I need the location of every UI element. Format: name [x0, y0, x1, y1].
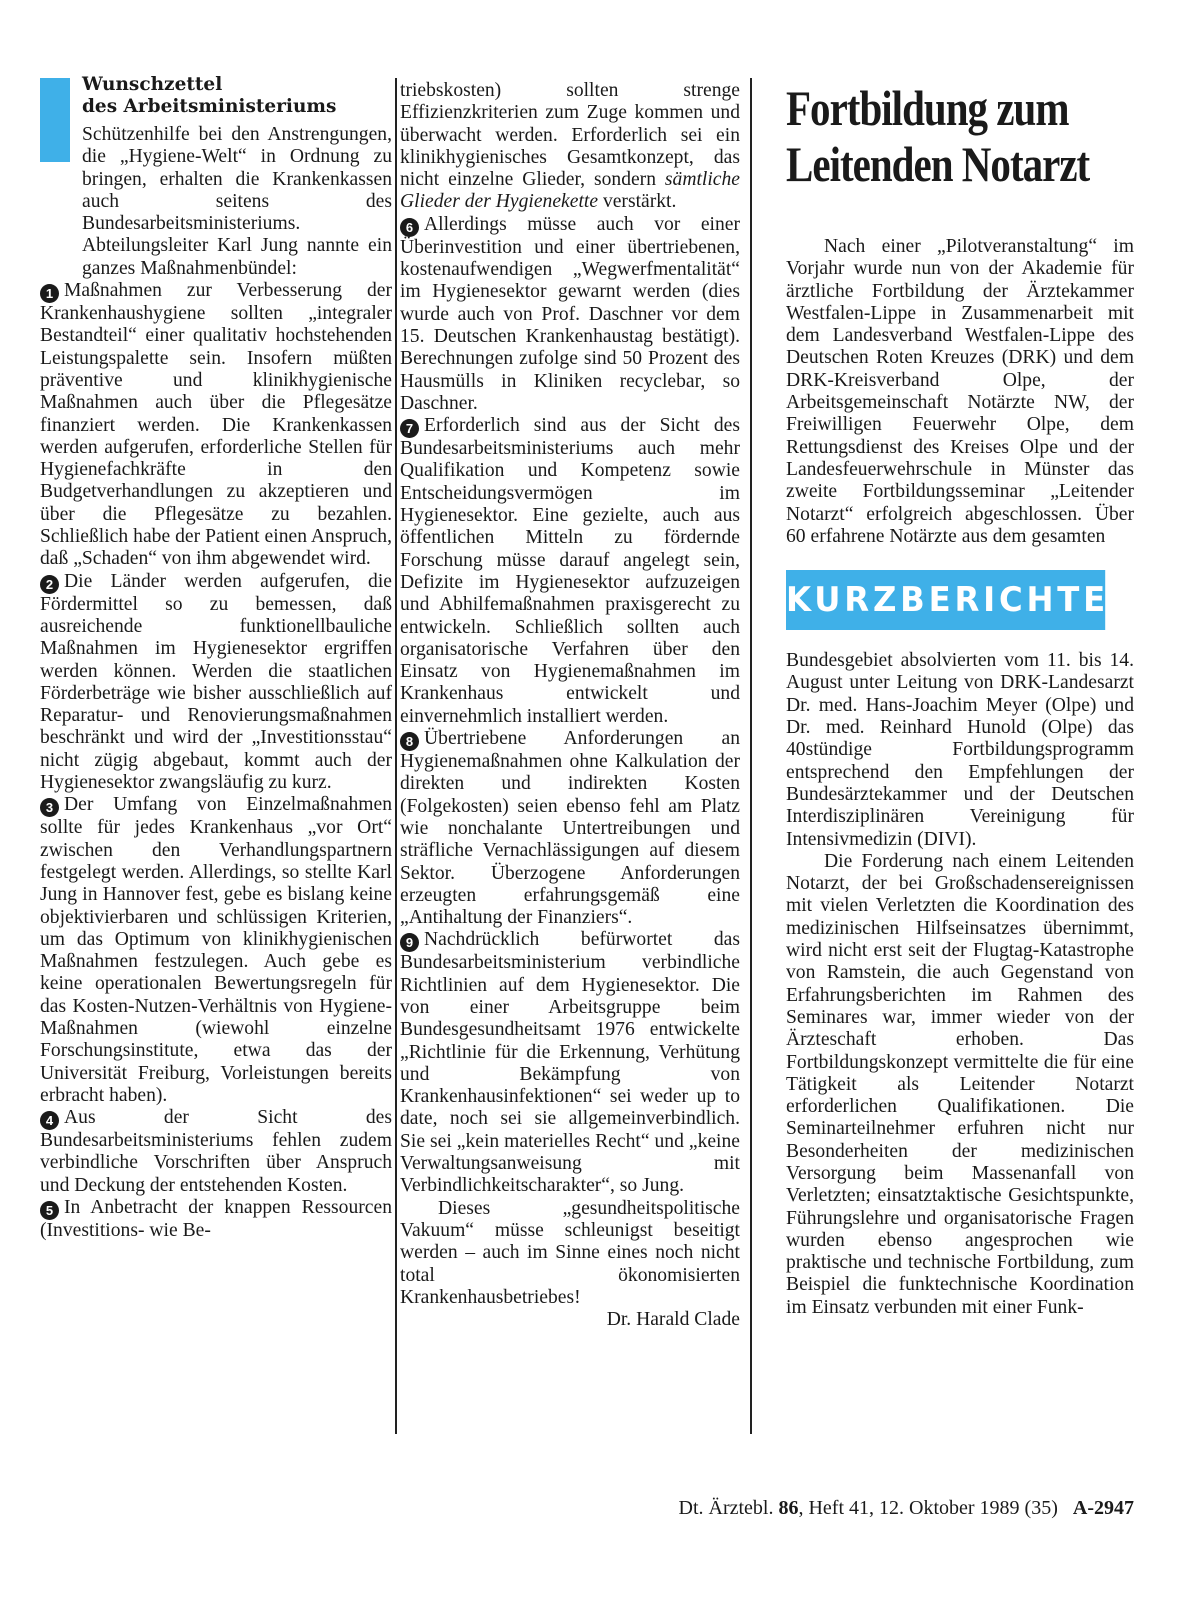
continued-text: triebskosten) sollten strenge Effizienzkriterien zum Zuge kommen und überwacht werden. Erforderlich sei ein klinikhygienisches Gesamtkonzept, das nicht einzelne Glieder, sondern — [400, 80, 740, 191]
item-paragraph — [40, 794, 392, 1107]
page-footer — [679, 1497, 1135, 1520]
column-right — [786, 80, 1134, 1319]
number-badge: 3 — [40, 798, 59, 817]
article-paragraph: Die Forderung nach einem Leitenden Notarzt, der bei Großschadensereignissen mit vielen Verletzten die Koordination des medizinischen Hilfseinsatzes übernimmt, wird nicht erst seit der Flugtag-Katastrophe von Ramstein, die auch Gegenstand von Erfahrungsberichten im Rahmen des Seminares war, immer wieder von der Ärzteschaft erhoben. Das Fortbildungskonzept vermittelte die für eine Tätigkeit als Leitender Notarzt erforderlichen Qualifikationen. Die Seminarteilnehmer erfuhren nicht nur Besonderheiten der medizinischen Versorgung beim Massenanfall von Verletzten; einsatztaktische Gesichtspunkte, Führungslehre und organisatorische Fragen wurden ebenso angesprochen wie praktische und technische Fortbildung, zum Beispiel die funktechnische Koordination im Einsatz verbunden mit einer Funk- — [786, 850, 1134, 1318]
item-paragraph — [40, 1197, 392, 1242]
accent-bar — [40, 78, 70, 162]
title-line-2: Leitenden Notarzt — [786, 136, 1090, 192]
item-text: In Anbetracht der knappen Ressourcen (Investitions- wie Be- — [40, 1197, 392, 1242]
closing-paragraph: Dieses „gesundheitspolitische Vakuum“ müsse schleunigst beseitigt werden – auch im Sinne eines noch nicht total ökonomisierten Krankenhausbetriebes! — [400, 1197, 740, 1308]
page-number: A-2947 — [1072, 1497, 1134, 1519]
number-badge: 5 — [40, 1201, 59, 1220]
item-paragraph — [40, 571, 392, 795]
number-badge: 2 — [40, 575, 59, 594]
number-badge: 8 — [400, 732, 419, 751]
author-name: Dr. Harald Clade — [606, 1309, 740, 1331]
journal-volume: 86 — [778, 1497, 799, 1519]
heading-line-1: Wunschzettel — [82, 74, 223, 95]
item-text: Allerdings müsse auch vor einer Überinvestition und einer übertriebenen, kostenaufwendigen „Wegwerfmentalität“ im Hygienesektor gewarnt werden (dies wurde auch von Prof. Daschner vor dem 15. Deutschen Krankenhaustag bestätigt). Berechnungen zufolge sind 50 Prozent des Hausmülls in Kliniken recyclebar, so Daschner. — [400, 213, 740, 414]
item-text: Erforderlich sind aus der Sicht des Bundesarbeitsministeriums auch mehr Qualifikation und Kompetenz sowie Entscheidungsvermögen im Hygienesektor. Eine gezielte, auch aus öffentlichen Mitteln zu fördernde Forschung müsse darauf angelegt sein, Defizite im Hygienesektor aufzuzeigen und Abhilfemaßnahmen praxisgerecht zu entwickeln. Schließlich sollten auch organisatorische Verfahren über den Einsatz von Hygienemaßnahmen im Krankenhaus entwickelt und einvernehmlich installiert werden. — [400, 415, 740, 727]
item-paragraph — [40, 1107, 392, 1197]
item-paragraph — [400, 728, 740, 929]
item-paragraph — [400, 415, 740, 728]
article-paragraph: Nach einer „Pilotveranstaltung“ im Vorjahr wurde nun von der Akademie für ärztliche Fortbildung der Ärztekammer Westfalen-Lippe in Zusammenarbeit mit dem Landesverband Westfalen-Lippe des Deutschen Roten Kreuzes (DRK) und dem DRK-Kreisverband Olpe, der Arbeitsgemeinschaft Notärzte NW, der Freiwilligen Feuerwehr Olpe, dem Rettungsdienst des Kreises Olpe und der Landesfeuerwehrschule in Münster das zweite Fortbildungsseminar „Leitender Notarzt“ erfolgreich abgeschlossen. Über 60 erfahrene Notärzte aus dem gesamten — [786, 236, 1134, 547]
continued-end: verstärkt. — [602, 191, 677, 213]
number-badge: 1 — [40, 284, 59, 303]
column-middle — [400, 80, 740, 1331]
number-badge: 9 — [400, 933, 419, 952]
article-paragraph: Bundesgebiet absolvierten vom 11. bis 14. August unter Leitung von DRK-Landesarzt Dr. med. Hans-Joachim Meyer (Olpe) und Dr. med. Reinhard Hunold (Olpe) das 40stündige Fortbildungsprogramm entsprechend den Empfehlungen der Bundesärztekammer und der Deutschen Interdisziplinären Vereinigung für Intensivmedizin (DIVI). — [786, 650, 1134, 850]
issue-date: , Heft 41, 12. Oktober 1989 (35) — [798, 1497, 1058, 1519]
journal-name: Dt. Ärztebl. — [678, 1497, 774, 1519]
column-divider — [750, 78, 752, 1434]
item-paragraph — [400, 929, 740, 1197]
item-paragraph — [400, 214, 740, 415]
column-left — [40, 74, 392, 1242]
item-text: Aus der Sicht des Bundesarbeitsministeriums fehlen zudem verbindliche Vorschriften über Anspruch und Deckung der entstehenden Kosten. — [40, 1107, 392, 1196]
item-text: Übertriebene Anforderungen an Hygienemaßnahmen ohne Kalkulation der direkten und indirekten Kosten (Folgekosten) seien ebenso fehl am Platz wie nonchalante Untertreibungen und sträfliche Vernachlässigungen auf diesem Sektor. Überzogene Anforderungen erzeugten erfahrungsgemäß eine „Antihaltung der Finanziers“. — [400, 728, 740, 929]
continued-paragraph — [400, 80, 740, 214]
number-badge: 7 — [400, 419, 419, 438]
item-paragraph — [40, 280, 392, 571]
item-text: Maßnahmen zur Verbesserung der Krankenhaushygiene sollten „integraler Bestandteil“ einer qualitativ hochstehenden Leistungspalette sein. Insofern müßten präventive und klinikhygienische Maßnahmen auch über die Pflegesätze finanziert werden. Die Krankenkassen werden aufgerufen, erforderliche Stellen für Hygienefachkräfte in den Budgetverhandlungen zu akzeptieren und über die Pflegesätze zu bezahlen. Schließlich habe der Patient einen Anspruch, daß „Schaden“ von ihm abgewendet wird. — [40, 280, 392, 570]
item-text: Nachdrücklich befürwortet das Bundesarbeitsministerium verbindliche Richtlinien auf dem Hygienesektor. Die von einer Arbeitsgruppe beim Bundesgesundheitsamt 1976 entwickelte „Richtlinie für die Erkennung, Verhütung und Bekämpfung von Krankenhausinfektionen“ sei weder up to date, noch sei sie allgemeinverbindlich. Sie sei „kein materielles Recht“ und „keine Verwaltungsanweisung mit Verbindlichkeitscharakter“, so Jung. — [400, 929, 740, 1197]
number-badge: 4 — [40, 1111, 59, 1130]
section-banner: KURZBERICHTE — [786, 570, 1105, 630]
title-line-1: Fortbildung zum — [786, 80, 1069, 136]
heading-line-2: des Arbeitsministeriums — [82, 96, 337, 117]
continued-italic: sämtliche Glieder der Hygienekette — [400, 169, 740, 213]
item-text: Der Umfang von Einzelmaßnahmen sollte für jedes Krankenhaus „vor Ort“ zwischen den Verhandlungspartnern festgelegt werden. Allerdings, so stellte Karl Jung in Hannover fest, gebe es bislang keine objektivierbaren und schlüssigen Kriterien, um das Optimum von klinikhygienischen Maßnahmen festzulegen. Auch gebe es keine operationalen Bewertungsregeln für das Kosten-Nutzen-Verhältnis von Hygiene-Maßnahmen (wiewohl einzelne Forschungsinstitute, etwa das der Universität Freiburg, Vorleistungen bereits erbracht haben). — [40, 794, 392, 1106]
article-title — [786, 80, 1090, 192]
item-text: Die Länder werden aufgerufen, die Fördermittel so zu bemessen, daß ausreichende funktionellbauliche Maßnahmen im Hygienesektor ergriffen werden können. Werden die staatlichen Förderbeträge wie bisher ausschließlich auf Reparatur- und Renovierungsmaßnahmen beschränkt und wird der „Investitionsstau“ nicht zügig abgebaut, kommt auch der Hygienesektor zwangsläufig zu kurz. — [40, 570, 392, 794]
number-badge: 6 — [400, 218, 419, 237]
intro-paragraph: Schützenhilfe bei den Anstrengungen, die „Hygiene-Welt“ in Ordnung zu bringen, erhalten die Krankenkassen auch seitens des Bundesarbeitsministeriums. Abteilungsleiter Karl Jung nannte ein ganzes Maßnahmenbündel: — [82, 124, 392, 279]
sidebar-heading — [40, 74, 392, 118]
column-divider — [395, 78, 397, 1434]
